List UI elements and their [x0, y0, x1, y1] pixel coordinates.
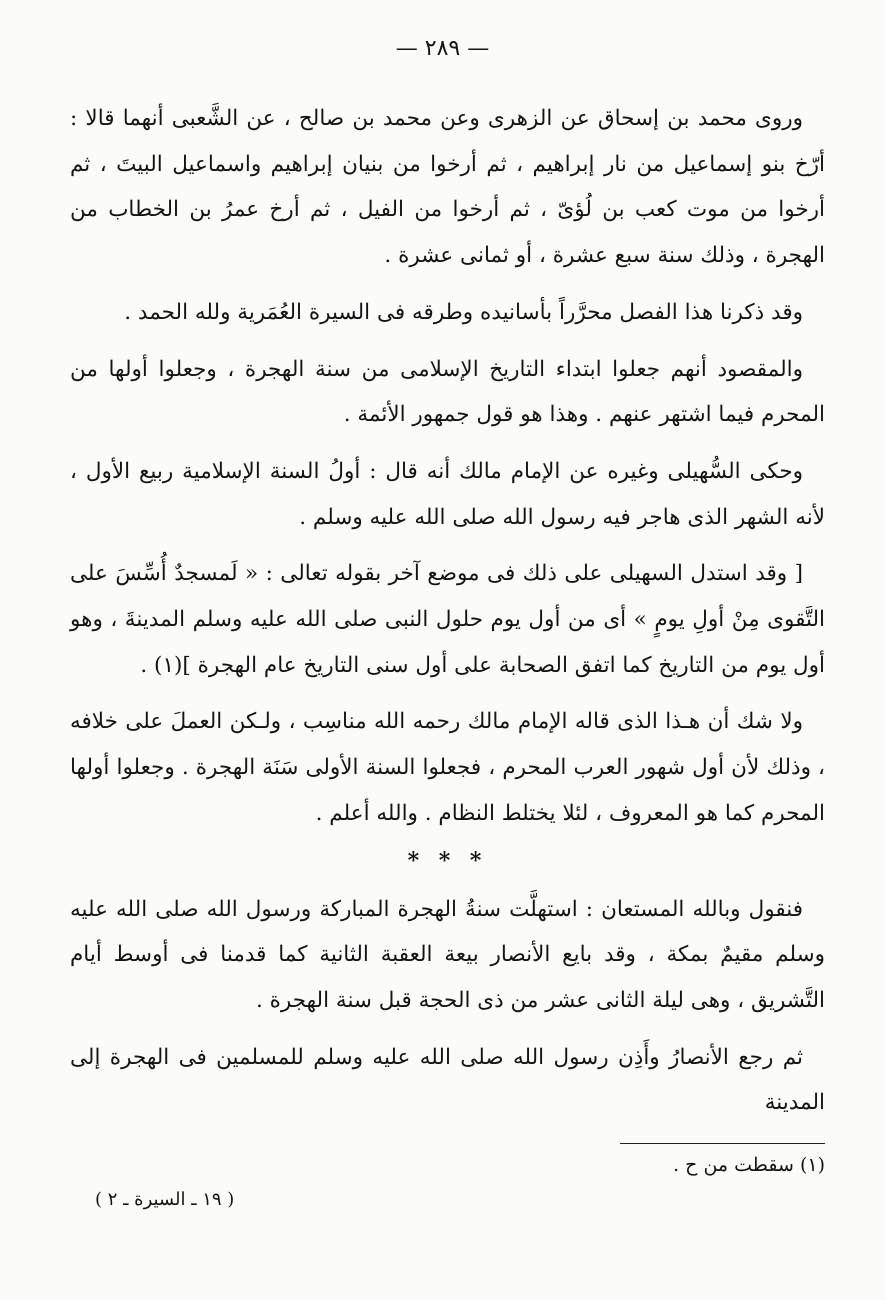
paragraph-7: فنقول وبالله المستعان : استهلَّت سنةُ الهجرة المباركة ورسول الله صلى الله عليه وسلم مقيمٌ بمكة ، وقد بايع الأنصار بيعة العقبة الثانية كما قدمنا فى أوسط أيام التَّشريق ، وهى ليلة الثانى عشر من ذى الحجة قبل سنة الهجرة .	[70, 896, 825, 1013]
paragraph-1: وروى محمد بن إسحاق عن الزهرى وعن محمد بن صالح ، عن الشَّعبى أنهما قالا : أرّخ بنو إسماعيل من نار إبراهيم ، ثم أرخوا من بنيان إبراهيم واسماعيل البيتَ ، ثم أرخوا من موت كعب بن لُؤىّ ، ثم أرخوا من الفيل ، ثم أرخ عمرُ بن الخطاب من الهجرة ، وذلك سنة سبع عشرة ، أو ثمانى عشرة .	[70, 106, 825, 269]
printer-signature: ( ١٩ ـ السيرة ـ ٢ )	[95, 1189, 235, 1210]
paragraph-3: والمقصود أنهم جعلوا ابتداء التاريخ الإسلامى من سنة الهجرة ، وجعلوا أولها من المحرم فيما اشتهر عنهم . وهذا هو قول جمهور الأئمة .	[70, 356, 825, 428]
footnote-divider	[620, 1143, 825, 1144]
paragraph-5-quote: [ وقد استدل السهيلى على ذلك فى موضع آخر بقوله تعالى : « لَمسجدٌ أُسِّسَ على التَّقوى مِنْ أولِ يومٍ » أى من أول يوم حلول النبى صلى الله عليه وسلم المدينةَ ، وهو أول يوم من التاريخ كما اتفق الصحابة على أول سنى التاريخ عام الهجرة ](١) .	[70, 561, 825, 678]
section-separator: * * *	[407, 847, 488, 874]
paragraph-2: وقد ذكرنا هذا الفصل محرَّراً بأسانيده وطرقه فى السيرة العُمَرية ولله الحمد .	[124, 299, 803, 325]
paragraph-8: ثم رجع الأنصارُ وأَذِن رسول الله صلى الله عليه وسلم للمسلمين فى الهجرة إلى المدينة	[70, 1044, 825, 1116]
page-number: — ٢٨٩ —	[395, 36, 490, 61]
paragraph-6: ولا شك أن هـذا الذى قاله الإمام مالك رحمه الله مناسِب ، ولـكن العملَ على خلافه ، وذلك لأن أول شهور العرب المحرم ، فجعلوا السنة الأولى سَنَة الهجرة . وجعلوا أولها المحرم كما هو المعروف ، لئلا يختلط النظام . والله أعلم .	[70, 709, 825, 826]
body-text	[70, 96, 825, 1137]
paragraph-4: وحكى السُّهيلى وغيره عن الإمام مالك أنه قال : أولُ السنة الإسلامية ربيع الأول ، لأنه الشهر الذى هاجر فيه رسول الله صلى الله عليه وسلم .	[70, 458, 825, 530]
footnote: (١) سقطت من ح .	[673, 1154, 825, 1176]
